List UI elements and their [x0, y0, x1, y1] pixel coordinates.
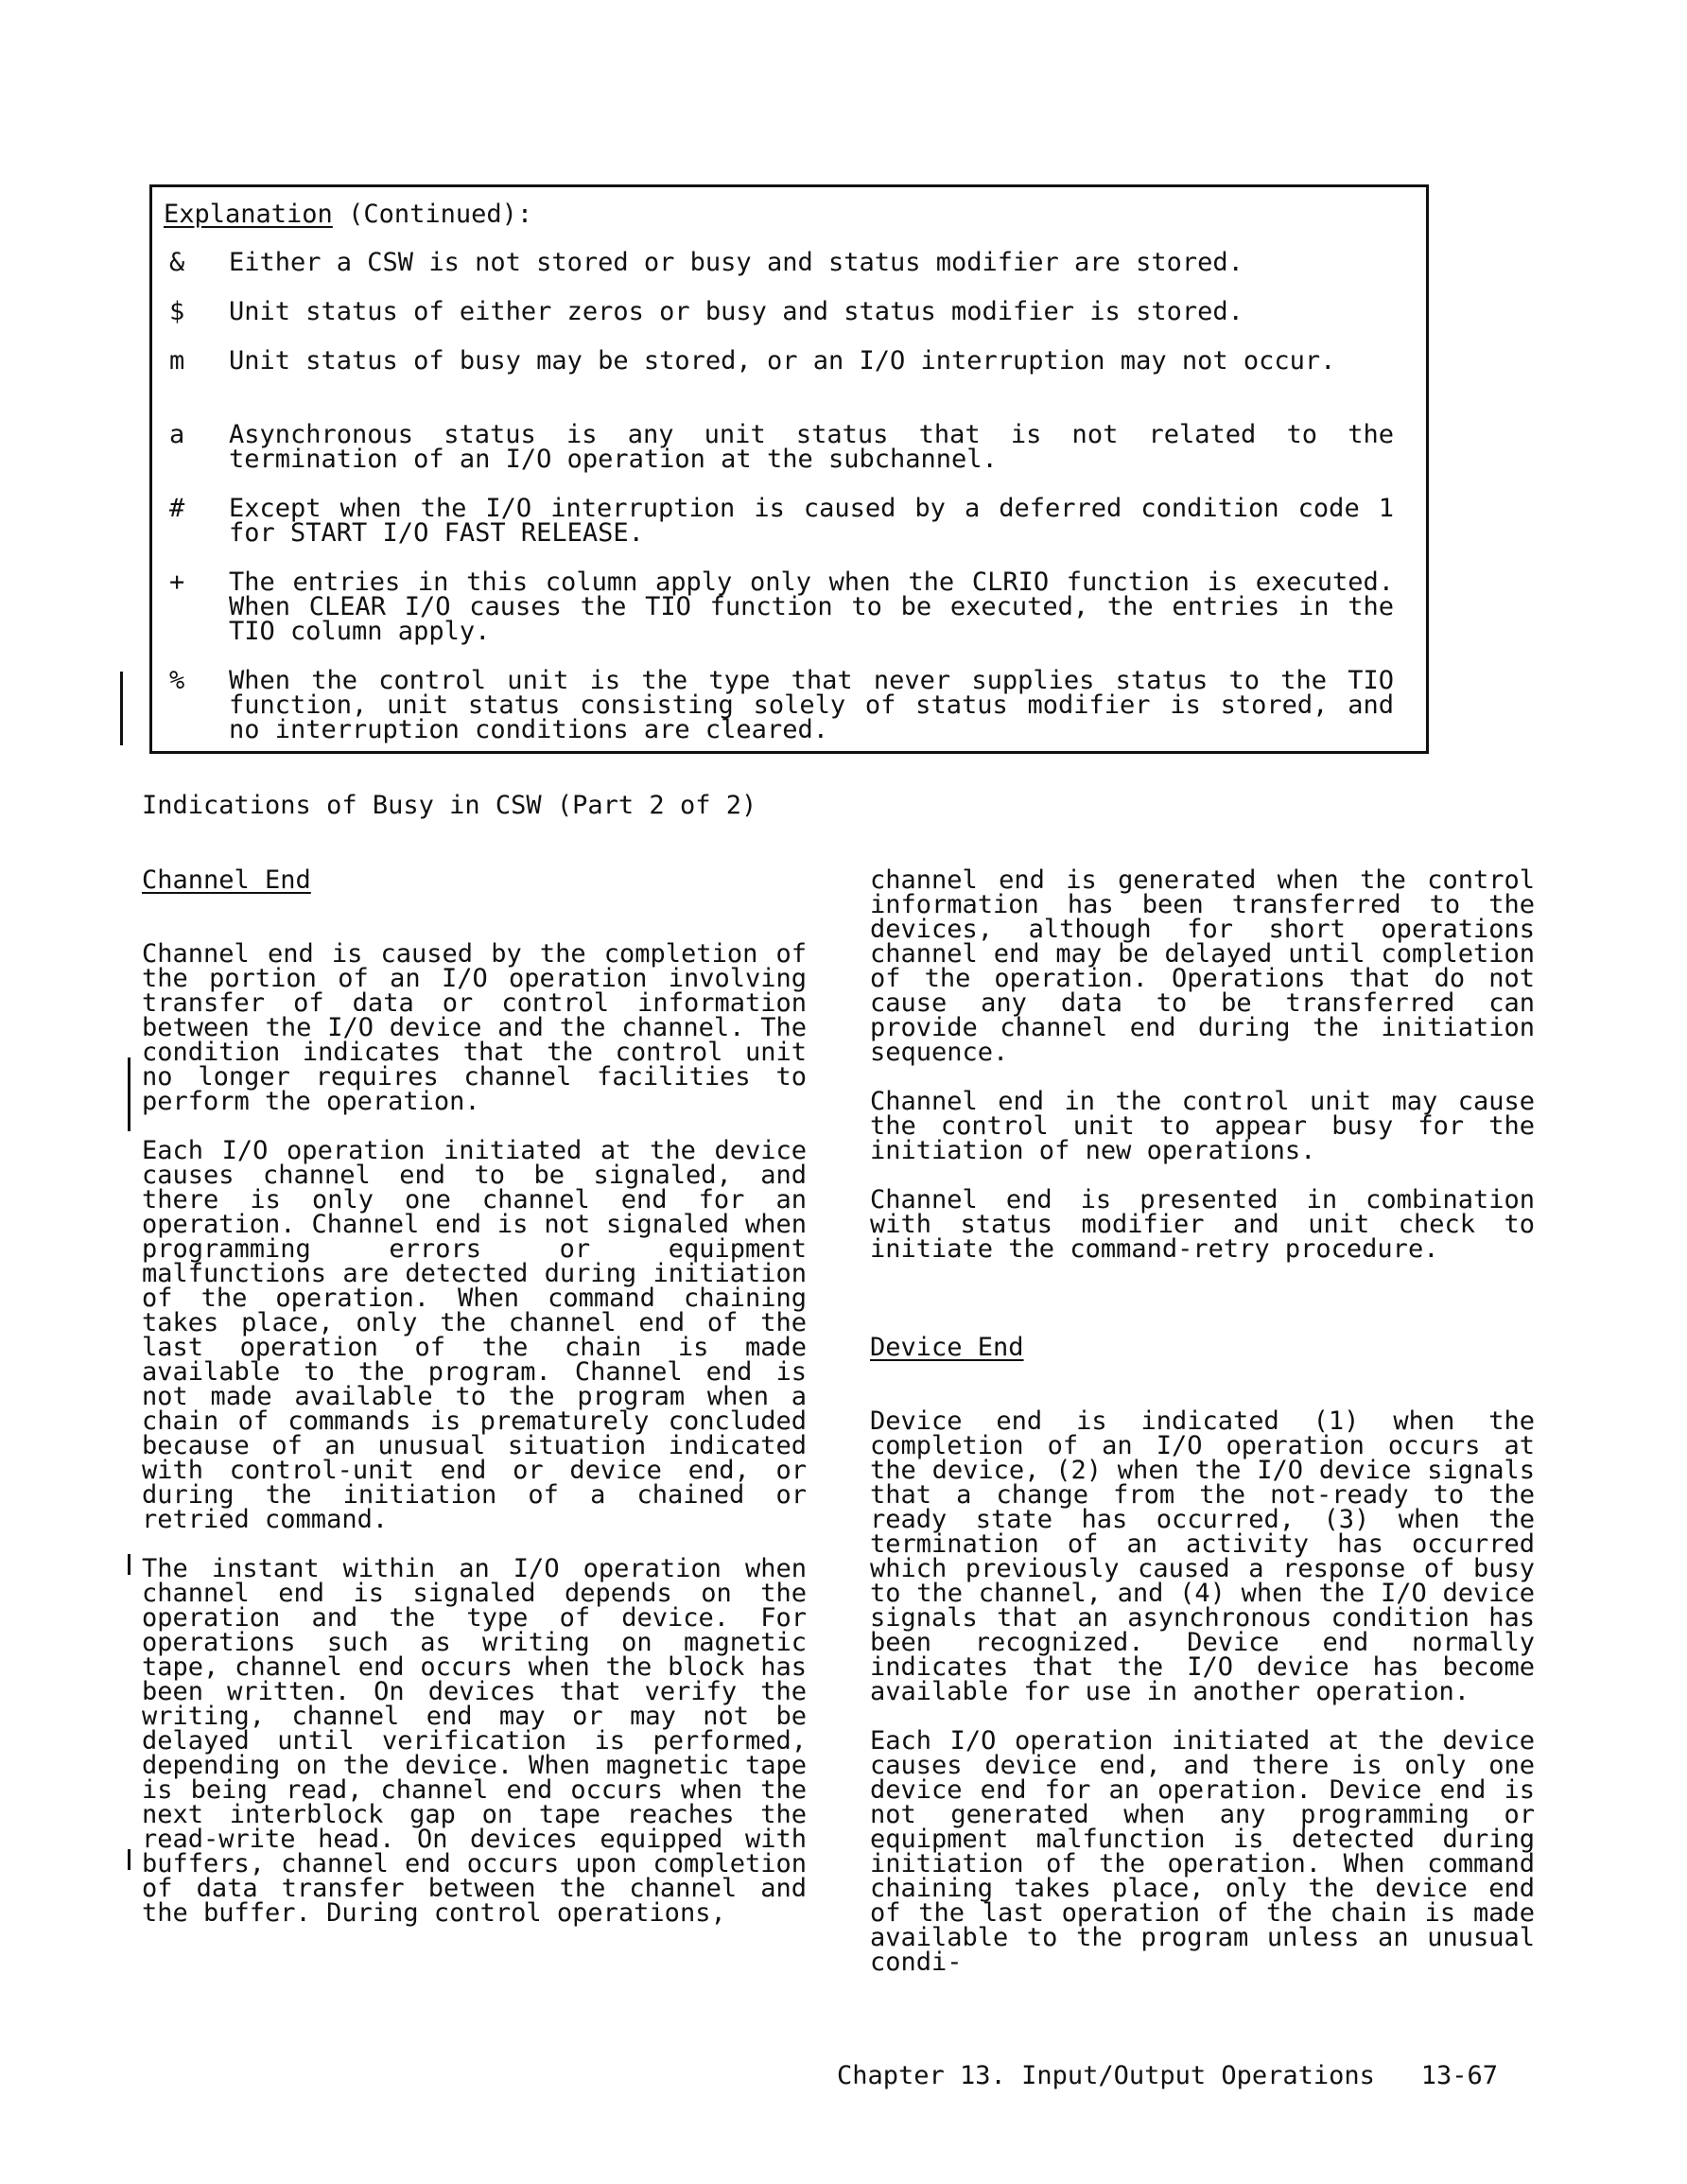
note-symbol: +: [169, 568, 185, 597]
note-text: The entries in this column apply only when the CLRIO function is executed. When CLEAR I/O causes the TIO function to be executed, the entries in the TIO column apply.: [229, 568, 1394, 646]
section-heading-channel-end: Channel End: [142, 865, 311, 895]
paragraph: channel end is generated when the control information has been transferred to the devices, although for short operations channel end may be delayed until completion of the operation. Operations that do not cause any data to be transferred can provide channel end during the initiation sequence.: [870, 865, 1535, 1067]
note-symbol: m: [169, 346, 185, 376]
box-heading: [164, 202, 532, 227]
paragraph: Each I/O operation initiated at the device causes device end, and there is only one device end for an operation. Device end is not generated when any programming or equipment malfunction is detected during initiation of the operation. When command chaining takes place, only the device end of the last operation of the chain is made available to the program unless an unusual condi-: [870, 1726, 1535, 1977]
left-column: [142, 865, 807, 1950]
note-symbol: $: [169, 297, 185, 326]
section-heading-device-end: Device End: [870, 1333, 1024, 1362]
note-text: Asynchronous status is any unit status that is not related to the termination of an I/O operation at the subchannel.: [229, 420, 1394, 474]
paragraph: The instant within an I/O operation when channel end is signaled depends on the operation and the type of device. For operations such as writing on magnetic tape, channel end occurs when the block has been written. On devices that verify the writing, channel end may or may not be delayed until verification is performed, depending on the device. When magnetic tape is being read, channel end occurs when the next interblock gap on tape reaches the read-write head. On devices equipped with buffers, channel end occurs upon completion of data transfer between the channel and the buffer. During control operations,: [142, 1554, 807, 1928]
paragraph: Channel end is presented in combination with status modifier and unit check to initiate the command-retry procedure.: [870, 1185, 1535, 1264]
change-bar: [120, 672, 123, 745]
note-text: Unit status of busy may be stored, or an I/O interruption may not occur.: [229, 346, 1336, 376]
note-symbol: &: [169, 248, 185, 277]
box-heading-label: Explanation: [164, 200, 333, 229]
note-text: Either a CSW is not stored or busy and status modifier are stored.: [229, 248, 1244, 277]
note-text: Unit status of either zeros or busy and status modifier is stored.: [229, 297, 1244, 326]
page-footer: Chapter 13. Input/Output Operations 13-67: [837, 2061, 1498, 2090]
change-bar: [128, 1554, 130, 1575]
note-symbol: %: [169, 666, 185, 695]
right-column: [870, 865, 1535, 2000]
paragraph: Device end is indicated (1) when the completion of an I/O operation occurs at the device, (2) when the I/O device signals that a change from the not-ready to the ready state has occurred, (3) when the termination of an activity has occurred which previously caused a response of busy to the channel, and (4) when the I/O device signals that an asynchronous condition has been recognized. Device end normally indicates that the I/O device has become available for use in another operation.: [870, 1406, 1535, 1706]
explanation-box: [149, 184, 1429, 754]
note-text: Except when the I/O interruption is caused by a deferred condition code 1 for START I/O FAST RELEASE.: [229, 494, 1394, 548]
note-symbol: a: [169, 420, 185, 449]
change-bar: [128, 1057, 130, 1131]
note-symbol: #: [169, 494, 185, 523]
box-heading-suffix: (Continued):: [332, 200, 533, 229]
note-text: When the control unit is the type that never supplies status to the TIO function, unit status consisting solely of status modifier is stored, and no interruption conditions are cleared.: [229, 666, 1394, 744]
paragraph: Channel end in the control unit may cause the control unit to appear busy for the initiation of new operations.: [870, 1087, 1535, 1165]
change-bar: [128, 1849, 130, 1870]
figure-caption: Indications of Busy in CSW (Part 2 of 2): [142, 791, 757, 820]
paragraph: Channel end is caused by the completion of the portion of an I/O operation involving transfer of data or control information between the I/O device and the channel. The condition indicates that the control unit no longer requires channel facilities to perform the operation.: [142, 939, 807, 1116]
paragraph: Each I/O operation initiated at the device causes channel end to be signaled, and there is only one channel end for an operation. Channel end is not signaled when programming errors or equipment malfunctions are detected during initiation of the operation. When command chaining takes place, only the channel end of the last operation of the chain is made available to the program. Channel end is not made available to the program when a chain of commands is prematurely concluded because of an unusual situation indicated with control-unit end or device end, or during the initiation of a chained or retried command.: [142, 1136, 807, 1534]
